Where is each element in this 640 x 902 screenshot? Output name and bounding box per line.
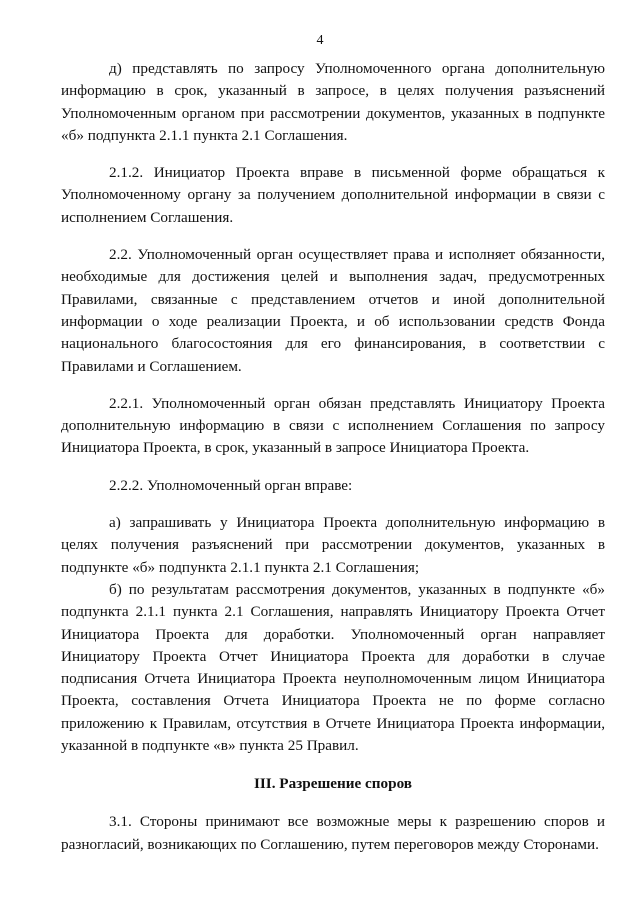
paragraph-2-1-2: 2.1.2. Инициатор Проекта вправе в письменной форме обращаться к Уполномоченному органу за получением дополнительной информации в связи с исполнением Соглашения. [61, 164, 605, 226]
paragraph-a: а) запрашивать у Инициатора Проекта дополнительную информацию в целях получения разъяснений при рассмотрении документов, указанных в подпункте «б» подпункта 2.1.1 пункта 2.1 Соглашения; [61, 514, 605, 576]
section-heading: III. Разрешение споров [253, 775, 413, 793]
paragraph-2-2-2: 2.2.2. Уполномоченный орган вправе: [109, 476, 353, 494]
document-body [61, 58, 605, 856]
paragraph-d: д) представлять по запросу Уполномоченного органа дополнительную информацию в срок, указанный в запросе, в целях получения разъяснений Уполномоченным органом при рассмотрении документов, указанных в подпункте «б» подпункта 2.1.1 пункта 2.1 Соглашения. [61, 60, 605, 144]
paragraph-2-2: 2.2. Уполномоченный орган осуществляет права и исполняет обязанности, необходимые для достижения целей и выполнения задач, предусмотренных Правилами, связанные с представлением отчетов и иной дополнительной информации о ходе реализации Проекта, и об использовании средств Фонда национального благосостояния для его финансирования, в соответствии с Правилами и Соглашением. [61, 246, 605, 375]
paragraph-2-2-1: 2.2.1. Уполномоченный орган обязан представлять Инициатору Проекта дополнительную информацию в связи с исполнением Соглашения по запросу Инициатора Проекта, в срок, указанный в запросе Инициатора Проекта. [61, 394, 605, 457]
paragraph-b: б) по результатам рассмотрения документов, указанных в подпункте «б» подпункта 2.1.1 пункта 2.1 Соглашения, направлять Инициатору Проекта Отчет Инициатора Проекта для доработки. Уполномоченный орган направляет Инициатору Проекта Отчет Инициатора Проекта для доработки в случае подписания Отчета Инициатора Проекта неуполномоченным лицом Инициатора Проекта, составления Отчета Инициатора Проекта не по форме согласно приложению к Правилам, отсутствия в Отчете Инициатора Проекта информации, указанной в подпункте «в» пункта 25 Правил. [61, 580, 605, 755]
page-number: 4 [316, 33, 324, 48]
paragraph-3-1: 3.1. Стороны принимают все возможные меры к разрешению споров и разногласий, возникающих по Соглашению, путем переговоров между Сторонами. [61, 813, 605, 853]
